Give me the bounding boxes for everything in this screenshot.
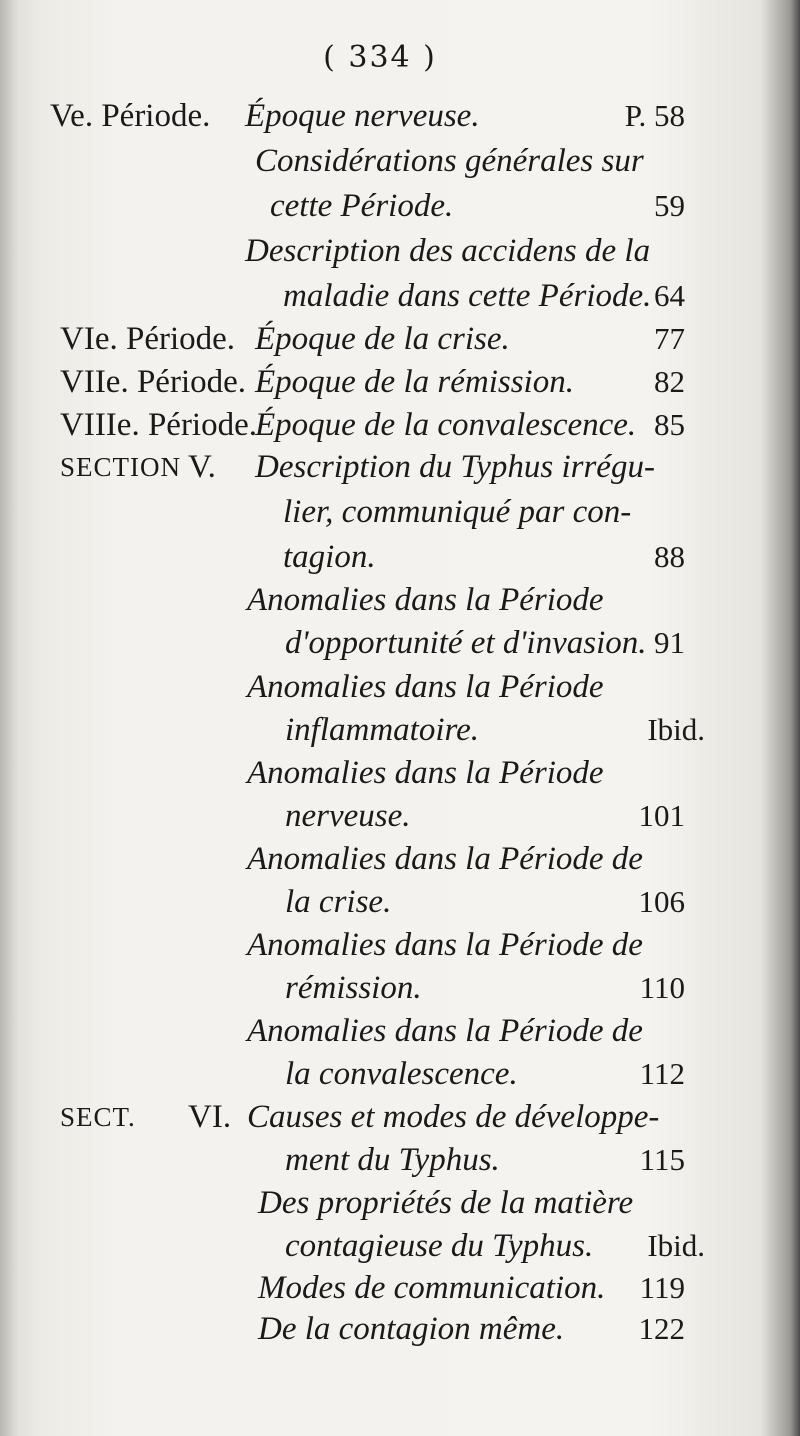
- entry-title-line: la crise.: [285, 884, 392, 920]
- entry-page: 59: [654, 188, 685, 223]
- entry-page: 119: [639, 1270, 685, 1305]
- entry-title-epoque-convalescence: Époque de la convalescence.: [255, 407, 637, 443]
- entry-title-line: inflammatoire.: [285, 712, 480, 748]
- entry-title-line: Anomalies dans la Période de: [247, 1013, 643, 1049]
- entry-title-line: lier, communiqué par con-: [283, 494, 632, 530]
- entry-page: P. 58: [624, 98, 685, 133]
- entry-page: 101: [638, 798, 685, 833]
- entry-title-line: Description du Typhus irrégu-: [255, 449, 655, 485]
- entry-title-line: Considérations générales sur: [255, 143, 644, 179]
- section-number: VI.: [188, 1099, 232, 1135]
- entry-title-line: Description des accidens de la: [245, 233, 651, 269]
- entry-title-line: Des propriétés de la matière: [258, 1185, 634, 1221]
- entry-title-epoque-remission: Époque de la rémission.: [255, 364, 574, 400]
- entry-title-line: Anomalies dans la Période de: [247, 927, 643, 963]
- section-label: SECTION: [60, 452, 181, 482]
- section-label: SECT.: [60, 1102, 136, 1132]
- entry-title-line: rémission.: [285, 970, 422, 1006]
- entry-page: 88: [654, 539, 685, 574]
- entry-page: 77: [654, 321, 685, 356]
- entry-page: 82: [654, 364, 685, 399]
- entry-page: 85: [654, 407, 685, 442]
- entry-label-v-periode: Ve. Période.: [50, 98, 211, 134]
- entry-title-epoque-nerveuse: Époque nerveuse.: [245, 98, 480, 134]
- entry-title-epoque-crise: Époque de la crise.: [255, 321, 510, 357]
- entry-title-line: la convalescence.: [285, 1056, 518, 1092]
- entry-title-line: maladie dans cette Période.: [283, 278, 652, 314]
- entry-title-line: ment du Typhus.: [285, 1142, 500, 1178]
- entry-title-line: De la contagion même.: [258, 1311, 565, 1347]
- entry-title-line: Anomalies dans la Période: [247, 582, 604, 618]
- page-number: ( 334 ): [323, 40, 437, 75]
- entry-page: 110: [639, 970, 685, 1005]
- entry-title-line: contagieuse du Typhus.: [285, 1228, 594, 1264]
- entry-title-line: d'opportunité et d'invasion.: [285, 625, 647, 661]
- entry-title-line: Anomalies dans la Période: [247, 755, 604, 791]
- entry-title-line: tagion.: [283, 539, 376, 575]
- entry-title-line: Anomalies dans la Période: [247, 669, 604, 705]
- entry-page: 122: [638, 1311, 685, 1346]
- entry-page: 106: [638, 884, 685, 919]
- entry-label-viii-periode: VIIIe. Période.: [60, 407, 258, 443]
- entry-page: 115: [639, 1142, 685, 1177]
- page-gutter-shadow: [0, 0, 18, 1436]
- entry-title-line: nerveuse.: [285, 798, 411, 834]
- section-number: V.: [188, 449, 216, 485]
- entry-title-line: Modes de communication.: [258, 1270, 606, 1306]
- entry-page: Ibid.: [647, 1228, 705, 1263]
- entry-page: 91: [654, 625, 685, 660]
- entry-page: 64: [654, 278, 685, 313]
- entry-title-line: Anomalies dans la Période de: [247, 841, 643, 877]
- entry-label-vi-periode: VIe. Période.: [60, 321, 236, 357]
- entry-page: Ibid.: [647, 712, 705, 747]
- entry-title-line: Causes et modes de développe-: [247, 1099, 660, 1135]
- entry-label-vii-periode: VIIe. Période.: [60, 364, 247, 400]
- entry-page: 112: [639, 1056, 685, 1091]
- entry-title-line: cette Période.: [270, 188, 454, 224]
